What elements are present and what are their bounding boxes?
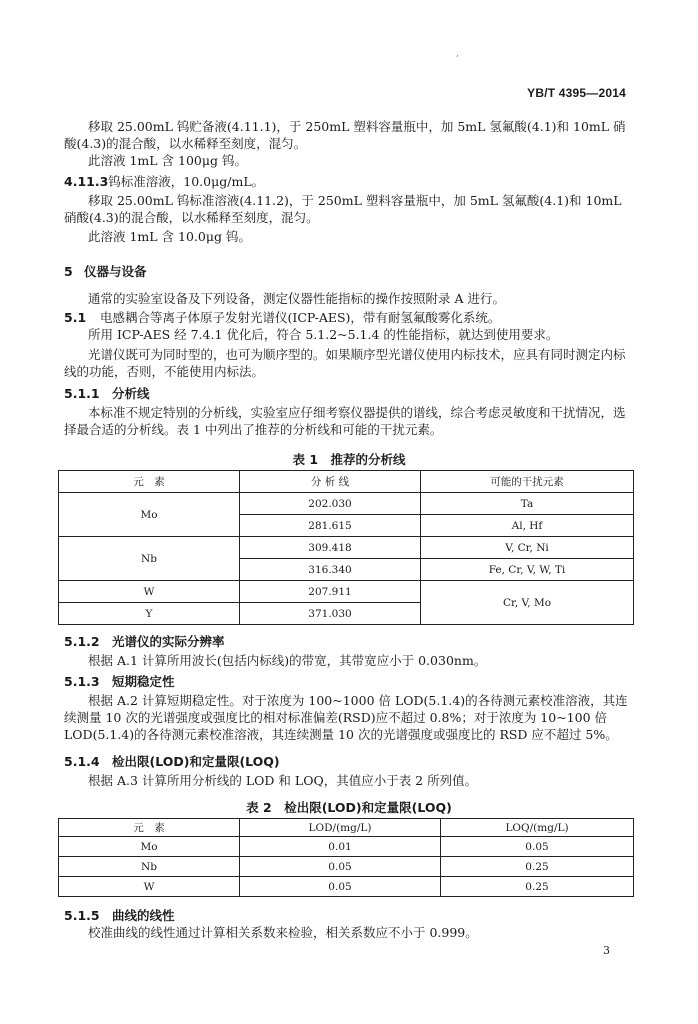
table2 [58, 818, 634, 897]
table2-cell-loq: 0.25 [441, 877, 634, 897]
table1-cell-element: W [59, 581, 240, 603]
table2-cell-element: W [59, 877, 240, 897]
heading-number: 5 [64, 264, 73, 279]
table-row [59, 581, 634, 603]
table-row [59, 537, 634, 559]
table1-cell-interference: Cr, V, Mo [421, 581, 634, 625]
paragraph-4-11-2-body: 移取 25.00mL 钨贮备液(4.11.1)，于 250mL 塑料容量瓶中，加 5mL 氢氟酸(4.1)和 10mL 硝酸(4.3)的混合酸，以水稀释至刻度，混匀。 [64, 119, 626, 151]
heading-number: 5.1 [64, 310, 87, 325]
heading-text: 光谱仪的实际分辨率 [112, 634, 225, 649]
table2-cell-lod: 0.05 [240, 877, 441, 897]
heading-4-11-3 [64, 172, 264, 190]
table1-cell-interference: V, Cr, Ni [421, 537, 634, 559]
table1-cell-interference: Ta [421, 493, 634, 515]
heading-5-1 [64, 308, 500, 326]
heading-number: 5.1.2 [64, 634, 100, 649]
table1 [58, 470, 634, 625]
heading-5-1-4 [64, 752, 280, 770]
heading-number: 5.1.5 [64, 908, 100, 923]
paragraph-4-11-3-body: 移取 25.00mL 钨标准溶液(4.11.2)，于 250mL 塑料容量瓶中，加 5mL 氢氟酸(4.1)和 10mL 硝酸(4.3)的混合酸，以水稀释至刻度，混匀。 [64, 193, 622, 225]
table2-cell-loq: 0.05 [441, 837, 634, 857]
table2-header-lod: LOD/(mg/L) [240, 819, 441, 837]
heading-text: 仪器与设备 [84, 264, 147, 279]
paragraph-5-1-4-body: 根据 A.3 计算所用分析线的 LOD 和 LOQ，其值应小于表 2 所列值。 [88, 773, 478, 788]
paragraph-5-1-spectrometer: 光谱仪既可为同时型的，也可为顺序型的。如果顺序型光谱仪使用内标技术，应具有同时测定内标线的功能，否则，不能使用内标法。 [64, 347, 626, 379]
table2-header-element: 元 素 [59, 819, 240, 837]
heading-text: 短期稳定性 [112, 674, 175, 689]
paragraph-5-1-2-body: 根据 A.1 计算所用波长(包括内标线)的带宽，其带宽应小于 0.030nm。 [88, 653, 487, 668]
table1-header-row [59, 471, 634, 493]
heading-text: 钨标准溶液，10.0μg/mL。 [108, 174, 265, 189]
table2-cell-element: Mo [59, 837, 240, 857]
heading-5-1-3 [64, 672, 175, 690]
table1-cell-interference: Fe, Cr, V, W, Ti [421, 559, 634, 581]
table2-cell-lod: 0.01 [240, 837, 441, 857]
table2-cell-lod: 0.05 [240, 857, 441, 877]
table-row [59, 493, 634, 515]
paragraph-4-11-2-note: 此溶液 1mL 含 100μg 钨。 [88, 153, 247, 168]
table1-cell-line: 207.911 [240, 581, 421, 603]
table1-header-line: 分 析 线 [240, 471, 421, 493]
table-row [59, 857, 634, 877]
heading-5 [64, 262, 147, 280]
heading-text: 电感耦合等离子体原子发射光谱仪(ICP-AES)，带有耐氢氟酸雾化系统。 [100, 310, 501, 325]
paragraph-5-body: 通常的实验室设备及下列设备，测定仪器性能指标的操作按照附录 A 进行。 [88, 291, 505, 306]
table1-cell-line: 202.030 [240, 493, 421, 515]
table1-caption: 表 1 推荐的分析线 [292, 452, 406, 467]
standard-code: YB/T 4395—2014 [527, 86, 626, 100]
paragraph-5-1-1-body: 本标准不规定特别的分析线，实验室应仔细考察仪器提供的谱线，综合考虑灵敏度和干扰情况，选择最合适的分析线。表 1 中列出了推荐的分析线和可能的干扰元素。 [64, 405, 626, 437]
paragraph-5-1-requirement: 所用 ICP-AES 经 7.4.1 优化后，符合 5.1.2~5.1.4 的性能指标，就达到使用要求。 [88, 327, 559, 342]
heading-5-1-5 [64, 906, 175, 924]
table2-cell-element: Nb [59, 857, 240, 877]
table1-cell-element: Y [59, 603, 240, 625]
table1-cell-line: 316.340 [240, 559, 421, 581]
heading-5-1-1 [64, 384, 150, 402]
page-number: 3 [603, 944, 610, 957]
heading-text: 检出限(LOD)和定量限(LOQ) [112, 754, 280, 769]
table1-cell-element: Nb [59, 537, 240, 581]
heading-number: 4.11.3 [64, 174, 109, 189]
table-row [59, 837, 634, 857]
paragraph-4-11-3-note: 此溶液 1mL 含 10.0μg 钨。 [88, 229, 251, 244]
table1-cell-line: 309.418 [240, 537, 421, 559]
table1-cell-line: 371.030 [240, 603, 421, 625]
table2-header-row [59, 819, 634, 837]
scan-mark: ’ [456, 54, 459, 63]
table2-header-loq: LOQ/(mg/L) [441, 819, 634, 837]
table1-cell-element: Mo [59, 493, 240, 537]
heading-number: 5.1.4 [64, 754, 100, 769]
table1-header-interference: 可能的干扰元素 [421, 471, 634, 493]
heading-5-1-2 [64, 632, 225, 650]
heading-number: 5.1.1 [64, 386, 100, 401]
table1-header-element: 元 素 [59, 471, 240, 493]
table1-cell-interference: Al, Hf [421, 515, 634, 537]
heading-text: 曲线的线性 [112, 908, 175, 923]
table2-cell-loq: 0.25 [441, 857, 634, 877]
table2-caption: 表 2 检出限(LOD)和定量限(LOQ) [246, 800, 452, 815]
heading-number: 5.1.3 [64, 674, 100, 689]
paragraph-5-1-5-body: 校准曲线的线性通过计算相关系数来检验，相关系数应不小于 0.999。 [88, 925, 478, 940]
table1-cell-line: 281.615 [240, 515, 421, 537]
paragraph-5-1-3-body: 根据 A.2 计算短期稳定性。对于浓度为 100~1000 倍 LOD(5.1.4)的各待测元素校准溶液，其连续测量 10 次的光谱强度或强度比的相对标准偏差(RSD)应不超过 0.8%；对于浓度为 10~100 倍 LOD(5.1.4)的各待测元素校准溶液，其连续测量 10 次的光谱强度或强度比的 RSD 应不超过 5%。 [64, 693, 628, 742]
heading-text: 分析线 [112, 386, 150, 401]
table-row [59, 877, 634, 897]
